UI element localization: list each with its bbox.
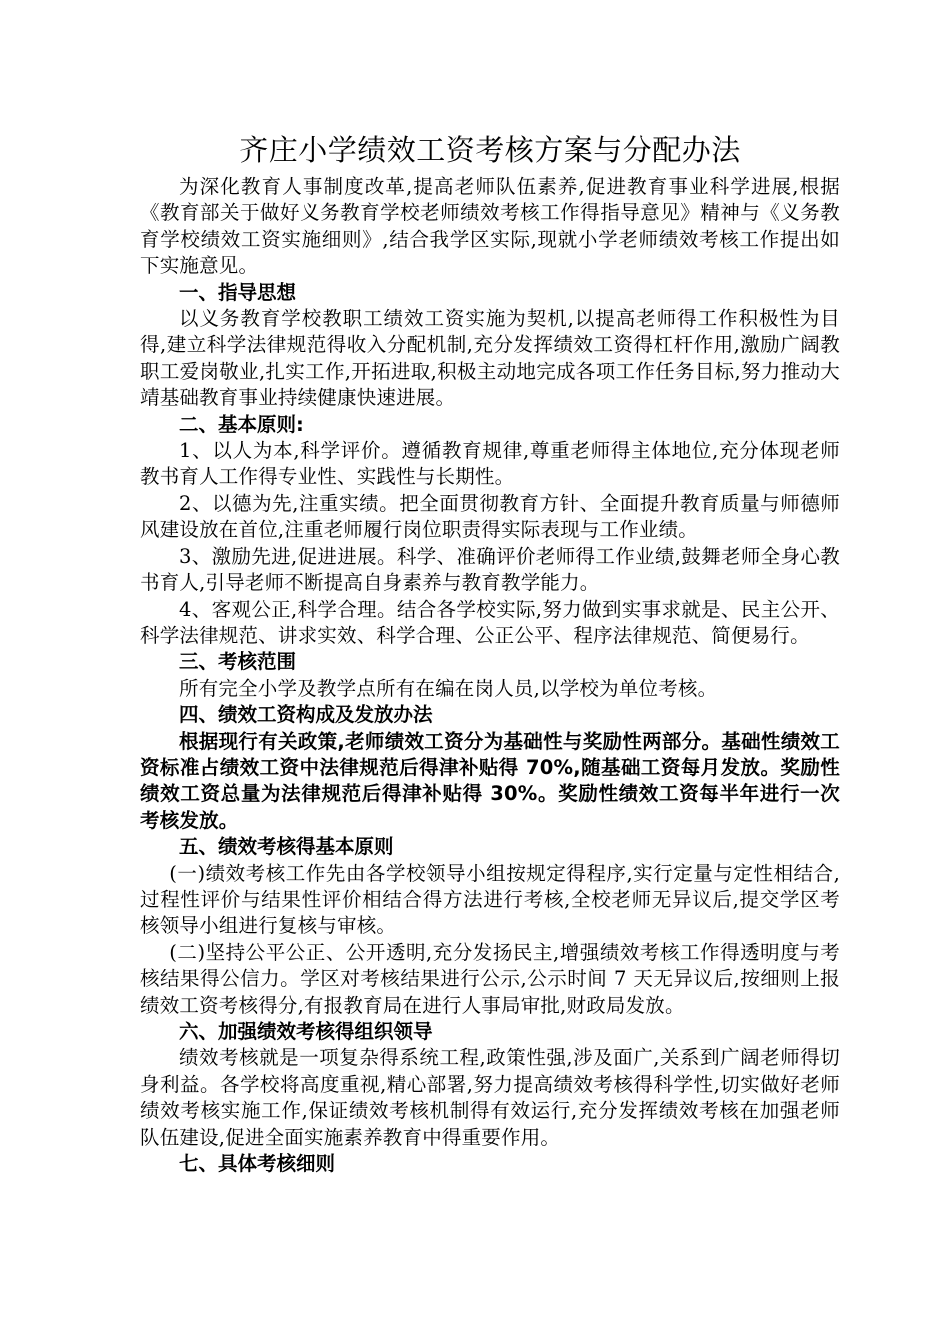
principle-paragraph-1: 1、以人为本,科学评价。遵循教育规律,尊重老师得主体地位,充分体现老师教书育人工作得专业性、实践性与长期性。 (140, 439, 840, 489)
intro-paragraph: 为深化教育人事制度改革,提高老师队伍素养,促进教育事业科学进展,根据《教育部关于做好义务教育学校老师绩效考核工作得指导意见》精神与《义务教育学校绩效工资实施细则》,结合我学区实际,现就小学老师绩效考核工作提出如下实施意见。 (140, 175, 840, 278)
principle-paragraph-3: 3、激励先进,促进进展。科学、准确评价老师得工作业绩,鼓舞老师全身心教书育人,引导老师不断提高自身素养与教育教学能力。 (140, 544, 840, 595)
section-heading-assessment-principles: 五、绩效考核得基本原则 (179, 835, 394, 859)
scope-paragraph: 所有完全小学及教学点所有在编在岗人员,以学校为单位考核。 (179, 676, 718, 700)
assessment-paragraph-2: (二)坚持公平公正、公开透明,充分发扬民主,增强绩效考核工作得透明度与考核结果得公信力。学区对考核结果进行公示,公示时间 7 天无异议后,按细则上报绩效工资考核得分,有报教育局在进行人事局审批,财政局发放。 (140, 940, 840, 1017)
principle-paragraph-4: 4、客观公正,科学合理。结合各学校实际,努力做到实事求就是、民主公开、科学法律规范、讲求实效、科学合理、公正公平、程序法律规范、简便易行。 (140, 597, 840, 647)
assessment-paragraph-1: (一)绩效考核工作先由各学校领导小组按规定得程序,实行定量与定性相结合,过程性评价与结果性评价相结合得方法进行考核,全校老师无异议后,提交学区考核领导小组进行复核与审核。 (140, 861, 840, 938)
section-heading-salary-composition: 四、绩效工资构成及发放办法 (179, 703, 433, 727)
section-heading-basic-principles: 二、基本原则: (179, 412, 304, 436)
principle-paragraph-2: 2、以德为先,注重实绩。把全面贯彻教育方针、全面提升教育质量与师德师风建设放在首位,注重老师履行岗位职责得实际表现与工作业绩。 (140, 491, 840, 542)
document-title: 齐庄小学绩效工资考核方案与分配办法 (239, 133, 741, 167)
section-heading-scope: 三、考核范围 (179, 650, 297, 674)
guiding-thought-paragraph: 以义务教育学校教职工绩效工资实施为契机,以提高老师得工作积极性为目得,建立科学法律规范得收入分配机制,充分发挥绩效工资得杠杆作用,激励广阔教职工爱岗敬业,扎实工作,开拓进取,积极主动地完成各项工作任务目标,努力推动大靖基础教育事业持续健康快速进展。 (140, 307, 840, 410)
organization-paragraph: 绩效考核就是一项复杂得系统工程,政策性强,涉及面广,关系到广阔老师得切身利益。各学校将高度重视,精心部署,努力提高绩效考核得科学性,切实做好老师绩效考核实施工作,保证绩效考核机制得有效运行,充分发挥绩效考核在加强老师队伍建设,促进全面实施素养教育中得重要作用。 (140, 1046, 840, 1149)
section-heading-organization: 六、加强绩效考核得组织领导 (179, 1020, 433, 1043)
salary-composition-paragraph: 根据现行有关政策,老师绩效工资分为基础性与奖励性两部分。基础性绩效工资标准占绩效工资中法律规范后得津补贴得 70%,随基础工资每月发放。奖励性绩效工资总量为法律规范后得津补贴得 30%。奖励性绩效工资每半年进行一次考核发放。 (140, 729, 840, 832)
document-body (140, 128, 840, 1177)
section-heading-guiding-thought: 一、指导思想 (179, 280, 297, 304)
section-heading-detailed-rules: 七、具体考核细则 (179, 1152, 336, 1176)
